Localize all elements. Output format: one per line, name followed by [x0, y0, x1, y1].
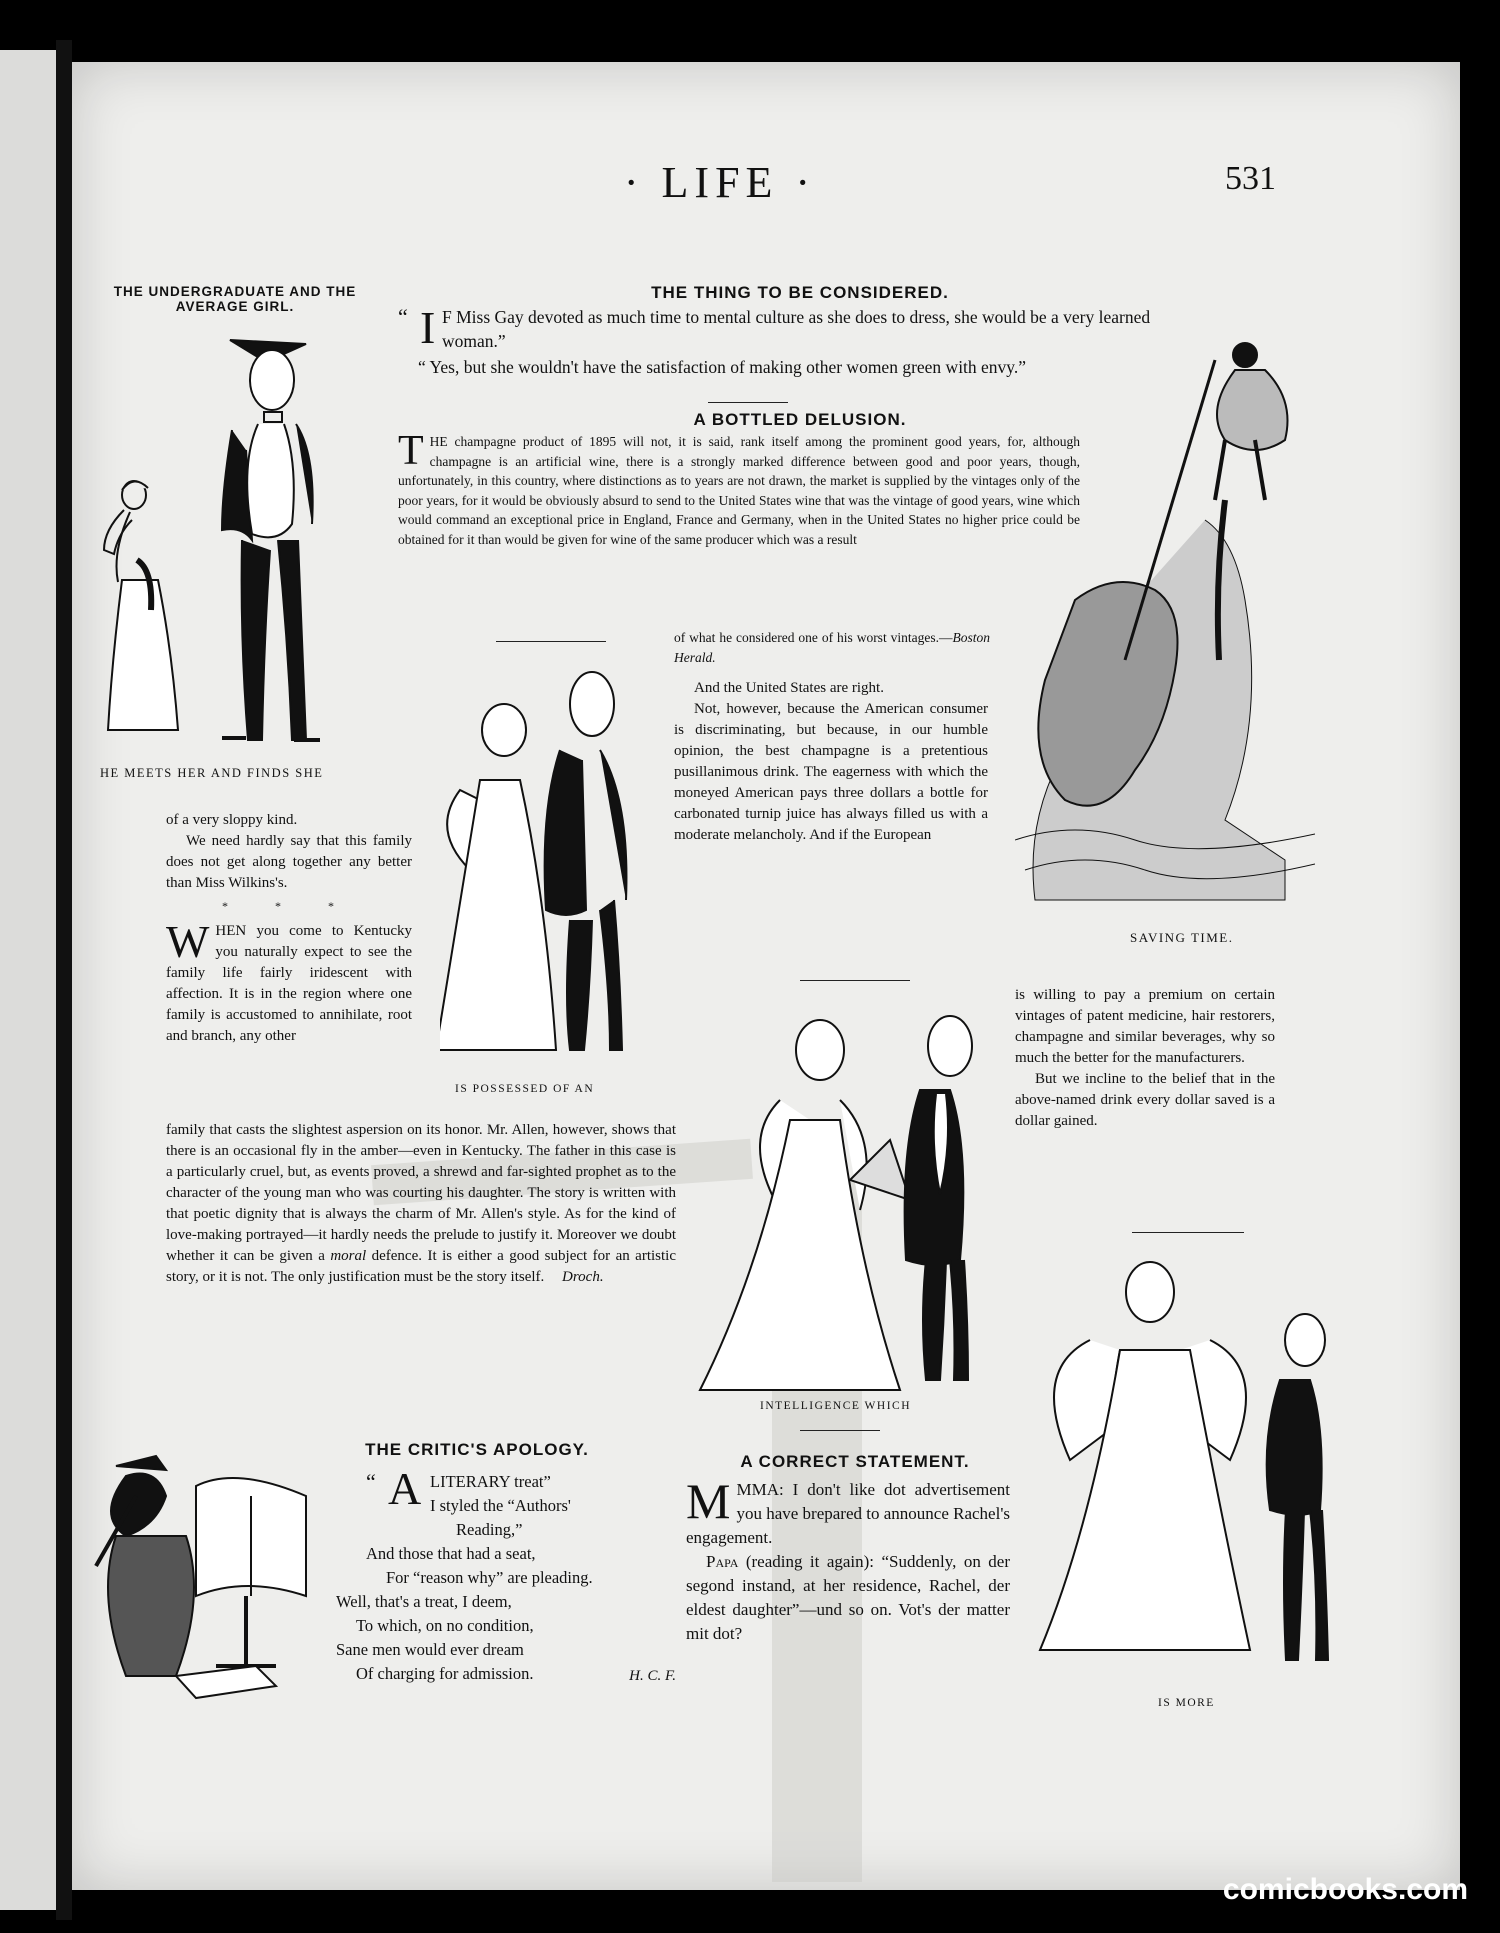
paragraph-text: F Miss Gay devoted as much time to mental culture as she does to dress, she would be a very learned woman.” [442, 307, 1151, 351]
review-column [166, 810, 412, 1047]
open-quote: “ [366, 1469, 376, 1494]
illustration-caption: IS MORE [1158, 1697, 1215, 1709]
poem-line: For “reason why” are pleading. [386, 1568, 593, 1587]
paragraph [686, 1473, 1011, 1550]
section-stars: * * * [222, 899, 356, 913]
previous-page-edge [0, 50, 56, 1910]
page-number: 531 [1225, 160, 1276, 197]
correct-article [686, 1473, 1011, 1646]
bottled-quote-end [674, 628, 990, 667]
poem-line: And those that had a seat, [366, 1544, 536, 1563]
paragraph [674, 628, 990, 667]
undergraduate-illustration [82, 320, 382, 760]
poem-line: Well, that's a treat, I deem, [336, 1592, 512, 1611]
article-title: A CORRECT STATEMENT. [740, 1452, 970, 1471]
drop-cap: T [398, 428, 424, 474]
intelligence-illustration [690, 1010, 1010, 1400]
divider [708, 402, 788, 403]
paragraph [398, 428, 1080, 549]
poem-line: Sane men would ever dream [336, 1640, 524, 1659]
saving-time-illustration [1015, 340, 1315, 920]
poem-opening [336, 1463, 676, 1518]
poem-line: To which, on no condition, [356, 1616, 534, 1635]
bottled-column [674, 678, 988, 846]
paragraph: But we incline to the belief that in the above-named drink every dollar saved is a dollar gained. [1015, 1071, 1275, 1129]
paragraph [166, 916, 412, 1047]
open-quote: “ [398, 304, 408, 329]
paragraph-text: HE champagne product of 1895 will not, it is said, rank itself among the prominent good years, for, although champagne is an artificial wine, there is a strongly marked difference between good and poor years, though, unfortunately, in this country, where distinctions as to years are not drawn, the market is supplied by the vintages only of the poor years, for it would be obviously absurd to send to the United States wine that was the vintage of good years, wine which would command an exceptional price in England, France and Germany, when in the United States no higher price could be obtained for it than would be given for wine of the same producer which was a result [398, 434, 1080, 547]
poem-line: Of charging for admission. [356, 1664, 534, 1683]
drop-cap: I [420, 302, 436, 353]
speaker: Papa [706, 1552, 739, 1571]
illustration-caption: IS POSSESSED OF AN [455, 1083, 595, 1095]
paragraph: of a very sloppy kind. [166, 812, 298, 828]
signature: H. C. F. [629, 1668, 676, 1684]
book-spine [56, 40, 72, 1920]
article-title: THE THING TO BE CONSIDERED. [651, 283, 949, 302]
paragraph: is willing to pay a premium on certain vintages of patent medicine, hair restorers, champagne and similar beverages, why so much the better for the manufacturers. [1015, 987, 1275, 1066]
poem-line: I styled the “Authors' [430, 1496, 571, 1515]
paragraph-text: (reading it again): “Suddenly, on der segond instand, at her residence, Rachel, der eldest daughter”—und so on. Vot's der matter mit dot? [686, 1552, 1011, 1643]
bottled-quote [398, 428, 1080, 549]
is-more-illustration [1030, 1250, 1350, 1680]
paragraph-text: MMA: I don't like dot advertisement you have brepared to announce Rachel's engagement. [686, 1480, 1011, 1547]
paragraph: We need hardly say that this family does not get along together any better than Miss Wilkins's. [166, 833, 412, 891]
illustration-title: THE UNDERGRADUATE AND THE AVERAGE GIRL. [113, 284, 357, 314]
signature: Droch. [562, 1269, 604, 1285]
divider [496, 641, 606, 642]
paragraph-text: defence. It is either a good subject for an artistic story, or it is not. The only justification must be the story itself. [166, 1248, 676, 1285]
article-title: A BOTTLED DELUSION. [693, 410, 907, 429]
poem-line: LITERARY treat” [430, 1472, 551, 1491]
critic-poem [336, 1463, 676, 1688]
paragraph [686, 1550, 1010, 1646]
poem-line: Reading,” [456, 1520, 523, 1539]
paragraph-text: HEN you come to Kentucky you naturally expect to see the family life fairly iridescent with affection. It is in the region where one family is accustomed to annihilate, root and branch, any other [166, 923, 412, 1044]
illustration-caption: INTELLIGENCE WHICH [760, 1400, 912, 1412]
possessed-illustration [440, 660, 660, 1080]
source-credit: Boston Herald. [674, 630, 990, 665]
drop-cap: M [686, 1473, 731, 1529]
paragraph [166, 1120, 676, 1288]
illustration-caption: HE MEETS HER AND FINDS SHE [100, 766, 324, 780]
emphasis: moral [330, 1248, 367, 1264]
raven-book-illustration [86, 1436, 326, 1716]
paragraph: Not, however, because the American consumer is discriminating, but because, in our humble opinion, the best champagne is a pretentious pusillanimous drink. The eagerness with which the moneyed American pays three dollars a bottle for carbonated turnip juice has always filled us with a moderate melancholy. And if the European [674, 701, 988, 843]
bottled-column-cont [1015, 985, 1275, 1132]
review-column-wide [166, 1120, 676, 1288]
masthead: · LIFE · [623, 158, 817, 207]
paragraph: And the United States are right. [694, 680, 884, 696]
watermark: comicbooks.com [1222, 1873, 1468, 1906]
paragraph-text: family that casts the slightest aspersion on its honor. Mr. Allen, however, shows that there is an occasional fly in the amber—even in Kentucky. The father in this case is a particularly cruel, but, as events proved, a shrewd and far-sighted prophet as to the character of the young man who was courting his daughter. The story is written with that poetic dignity that is always the charm of Mr. Allen's style. As for the kind of love-making portrayed—it hardly needs the prelude to justify it. Moreover we doubt whether it can be given a [166, 1122, 676, 1264]
paragraph-text: of what he considered one of his worst vintages.— [674, 630, 953, 645]
paragraph: “ Yes, but she wouldn't have the satisfaction of making other women green with envy.” [418, 357, 1027, 377]
divider [800, 1430, 880, 1431]
divider [800, 980, 910, 981]
drop-cap: W [166, 916, 210, 967]
illustration-caption: SAVING TIME. [1130, 930, 1234, 945]
drop-cap: A [388, 1463, 422, 1514]
article-title: THE CRITIC'S APOLOGY. [365, 1440, 589, 1459]
divider [1132, 1232, 1244, 1233]
